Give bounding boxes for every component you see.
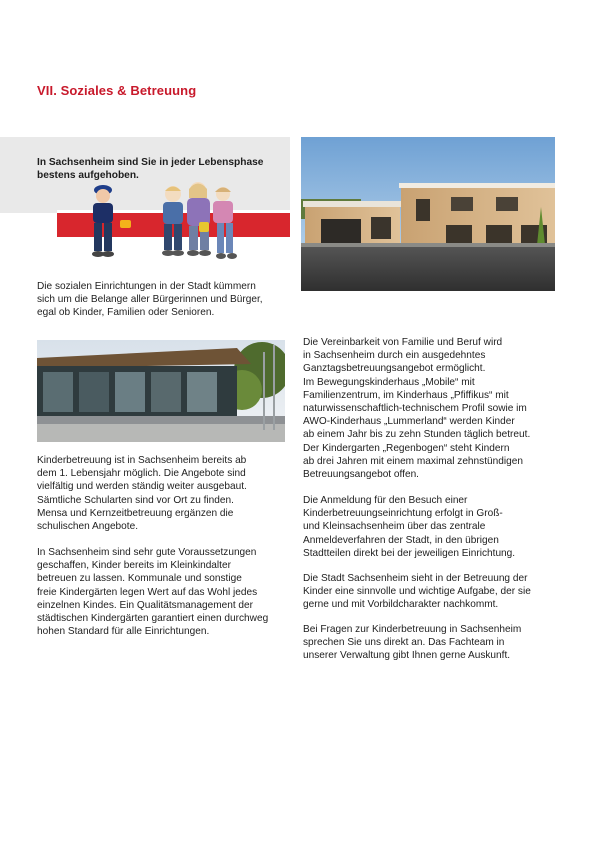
glass-building-image [37,340,285,442]
left-paragraph-2: In Sachsenheim sind sehr gute Voraussetzungen geschaffen, Kinder bereits im Kleinkindalter betreuen zu lassen. Kommunale und sonstige freie Kindergärten legen Wert auf das Wohl jedes einzelnen Kindes. Ein Qualitätsmanagement der städtischen Kindergärten garantiert einen durchweg hohen Standard für alle Einrichtungen. [37,547,269,638]
kindergarten-photo-glass [37,340,285,442]
section-title: VII. Soziales & Betreuung [37,83,197,98]
right-paragraph-1: Die Vereinbarkeit von Familie und Beruf wird in Sachsenheim durch ein ausgedehntes Ganztagsbetreuungsangebot ermöglicht. Im Bewegungskinderhaus „Mobile“ mit Familienzentrum, im Kinderhaus „Pfiffikus“ mit naturwissenschaftlich-technischem Profil sowie im AWO-Kinderhaus „Lummerland“ werden Kinder ab einem Jahr bis zu zehn Stunden täglich betreut. Der Kindergarten „Regenbogen“ steht Kindern ab drei Jahren mit einem maximal zehnstündigen Betreuungsangebot offen. [303,337,531,481]
kindergarten-photo-wood [301,137,555,291]
right-paragraph-2: Die Anmeldung für den Besuch einer Kinderbetreuungseinrichtung erfolgt in Groß- und Kleinsachsenheim über das zentrale Anmeldeverfahren der Stadt, in den übrigen Stadtteilen direkt bei der jeweiligen Einrichtung. [303,495,516,559]
left-paragraph-1: Kinderbetreuung ist in Sachsenheim bereits ab dem 1. Lebensjahr möglich. Die Angebote sind vielfältig und werden ständig weiter ausgebaut. Sämtliche Schularten sind vor Ort zu finden. Mensa und Kernzeitbetreuung ergänzen die schulischen Angebote. [37,455,247,533]
intro-paragraph: Die sozialen Einrichtungen in der Stadt kümmern sich um die Belange aller Bürgerinnen und Bürger, egal ob Kinder, Familien oder Senioren. [37,281,263,319]
children-photo [85,178,255,268]
tagline: In Sachsenheim sind Sie in jeder Lebensphase bestens aufgehoben. [37,157,264,181]
right-paragraph-4: Bei Fragen zur Kinderbetreuung in Sachsenheim sprechen Sie uns direkt an. Das Fachteam in unserer Verwaltung gibt Ihnen gerne Auskunft. [303,624,522,662]
children-illustration [85,178,255,268]
wood-building-image [301,137,555,291]
right-paragraph-3: Die Stadt Sachsenheim sieht in der Betreuung der Kinder eine sinnvolle und wichtige Aufgabe, der sie gerne und mit Vorbildcharakter nachkommt. [303,573,531,611]
